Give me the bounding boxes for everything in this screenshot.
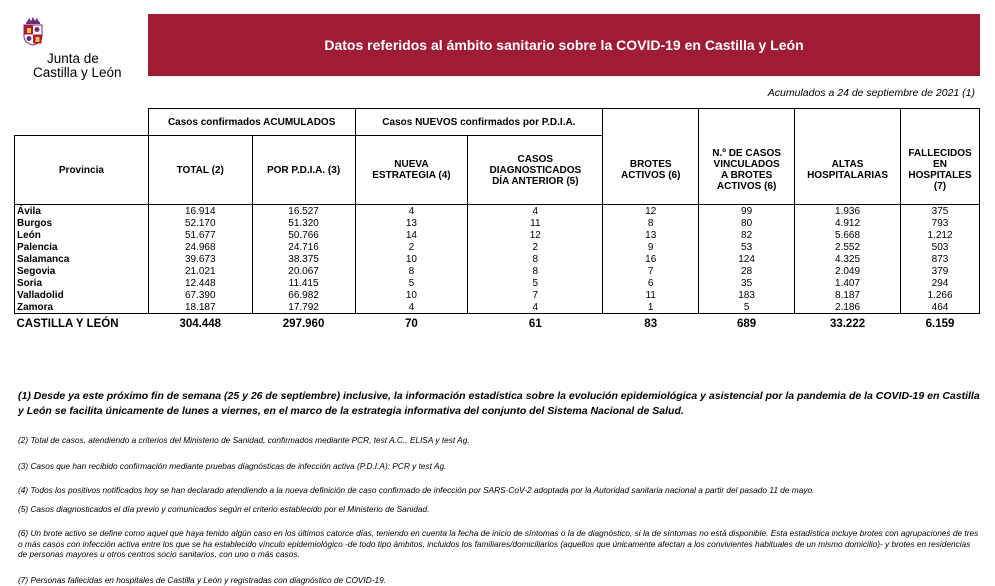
footnotes — [18, 389, 980, 585]
title-banner — [148, 14, 980, 76]
total-cell-altas: 33.222 — [829, 317, 866, 330]
cell-brotes: 9 — [603, 241, 699, 253]
cell-brotes: 16 — [603, 253, 699, 265]
cell-altas: 2.552 — [795, 241, 901, 253]
cell-provincia: Salamanca — [15, 253, 149, 265]
total-cell-fallecidos: 6.159 — [925, 317, 955, 330]
table-row — [15, 277, 980, 289]
cell-fallecidos: 1.212 — [901, 229, 980, 241]
cell-altas: 5.668 — [795, 229, 901, 241]
header-diag-line-2: DIAGNOSTICADOS — [489, 164, 582, 176]
header-brotes-line-2: ACTIVOS (6) — [620, 169, 681, 181]
cell-total: 52.170 — [148, 217, 252, 229]
cell-vinculados: 124 — [699, 253, 795, 265]
cell-fallecidos: 873 — [901, 253, 980, 265]
table-row — [15, 253, 980, 265]
cell-pdia: 38.375 — [252, 253, 355, 265]
cell-pdia: 16.527 — [252, 205, 355, 218]
province-rows — [15, 205, 980, 314]
cell-provincia: Burgos — [15, 217, 149, 229]
cell-pdia: 20.067 — [252, 265, 355, 277]
cell-nueva-estrategia: 10 — [355, 253, 468, 265]
cell-fallecidos: 464 — [901, 301, 980, 314]
cell-vinculados: 5 — [699, 301, 795, 314]
footnote-5: (5) Casos diagnosticados el día previo y comunicados según el criterio establecido por el Ministerio de Sanidad. — [18, 504, 430, 514]
cell-altas: 2.049 — [795, 265, 901, 277]
header-altas-line-2: HOSPITALARIAS — [807, 169, 888, 181]
cell-vinculados: 80 — [699, 217, 795, 229]
header-brotes-line-1: BROTES — [629, 158, 672, 170]
header-nueva-line-2: ESTRATEGIA (4) — [372, 170, 451, 181]
brand-line-2: Castilla y León — [33, 65, 122, 80]
cell-nueva-estrategia: 10 — [355, 289, 468, 301]
cell-altas: 4.325 — [795, 253, 901, 265]
header-brotes-top — [603, 109, 699, 136]
header-vinculados — [699, 136, 795, 205]
header-empty — [15, 109, 149, 136]
cell-provincia: León — [15, 229, 149, 241]
cell-nueva-estrategia: 5 — [355, 277, 468, 289]
cell-diagnosticados: 2 — [468, 241, 603, 253]
header-vinculados-top — [699, 109, 795, 136]
header-altas-line-1: ALTAS — [831, 158, 864, 170]
cell-total: 24.968 — [148, 241, 252, 253]
table-row — [15, 205, 980, 218]
group-header-nuevos: Casos NUEVOS confirmados por P.D.I.A. — [355, 109, 603, 136]
header-pdia: POR P.D.I.A. (3) — [252, 136, 355, 205]
cell-altas: 8.187 — [795, 289, 901, 301]
cell-diagnosticados: 8 — [468, 253, 603, 265]
cell-pdia: 50.766 — [252, 229, 355, 241]
total-cell-diagnosticados: 61 — [528, 317, 542, 330]
footnote-7: (7) Personas fallecidas en hospitales de Castilla y León y registradas con diagnóstico de COVID-19. — [18, 575, 387, 585]
cell-provincia: Segovia — [15, 265, 149, 277]
cell-brotes: 12 — [603, 205, 699, 218]
cell-altas: 4.912 — [795, 217, 901, 229]
header-vinc-line-2: VINCULADOS — [713, 158, 780, 170]
header-fall-line-4: (7) — [933, 180, 947, 192]
cell-diagnosticados: 8 — [468, 265, 603, 277]
header-nueva-line-1: NUEVA — [394, 159, 429, 170]
cell-provincia: Valladolid — [15, 289, 149, 301]
header-nueva-estrategia — [355, 136, 468, 205]
cell-fallecidos: 503 — [901, 241, 980, 253]
header-vinc-line-3: A BROTES — [720, 169, 773, 181]
junta-logo — [14, 14, 124, 80]
cell-altas: 1.936 — [795, 205, 901, 218]
cell-vinculados: 99 — [699, 205, 795, 218]
table-row — [15, 229, 980, 241]
total-cell-pdia: 297.960 — [282, 317, 325, 330]
page-title: Datos referidos al ámbito sanitario sobre la COVID-19 en Castilla y León — [324, 37, 804, 53]
cell-total: 51.677 — [148, 229, 252, 241]
total-cell-total: 304.448 — [179, 317, 222, 330]
total-cell-provincia: CASTILLA Y LEÓN — [16, 317, 119, 330]
cell-vinculados: 183 — [699, 289, 795, 301]
header-fall-line-2: EN — [933, 158, 947, 170]
cell-brotes: 11 — [603, 289, 699, 301]
cell-diagnosticados: 5 — [468, 277, 603, 289]
header-vinc-line-4: ACTIVOS (6) — [716, 180, 777, 192]
cell-provincia: Soria — [15, 277, 149, 289]
cell-provincia: Palencia — [15, 241, 149, 253]
cell-nueva-estrategia: 4 — [355, 301, 468, 314]
table-row — [15, 217, 980, 229]
cell-nueva-estrategia: 14 — [355, 229, 468, 241]
cell-altas: 2.186 — [795, 301, 901, 314]
accumulated-date-note: Acumulados a 24 de septiembre de 2021 (1) — [767, 87, 975, 99]
cell-vinculados: 35 — [699, 277, 795, 289]
cell-total: 67.390 — [148, 289, 252, 301]
cell-fallecidos: 1.266 — [901, 289, 980, 301]
cell-vinculados: 28 — [699, 265, 795, 277]
cell-pdia: 66.982 — [252, 289, 355, 301]
table-row — [15, 289, 980, 301]
total-cell-vinculados: 689 — [737, 317, 757, 330]
cell-vinculados: 82 — [699, 229, 795, 241]
cell-diagnosticados: 11 — [468, 217, 603, 229]
table-row — [15, 241, 980, 253]
header-altas-top — [795, 109, 901, 136]
footnote-2: (2) Total de casos, atendiendo a criterios del Ministerio de Sanidad, confirmados mediante PCR, test A.C., ELISA y test Ag. — [18, 435, 470, 445]
cell-provincia: Ávila — [15, 205, 149, 218]
coat-of-arms-icon — [22, 16, 44, 46]
total-cell-nueva-estrategia: 70 — [405, 317, 418, 330]
cell-pdia: 24.716 — [252, 241, 355, 253]
covid-data-table — [14, 108, 980, 333]
cell-vinculados: 53 — [699, 241, 795, 253]
footnote-6: (6) Un brote activo se define como aquel que haya tenido algún caso en los últimos catorce días, teniendo en cuenta la fecha de inicio de síntomas o la de diagnóstico, si la de síntomas no está disponible. Esta estadística incluye brotes con agrupaciones de tres o más casos con infección activa entre los que se ha establecido vínculo epidemiológico -de todo tipo ámbitos, incluidos los familiares/domiciliarios (aquellos que únicamente afectan a los convivientes habituales de un mismo domicilio)- y brotes en residencias de personas mayores u otros centros socio sanitarios, con uno o más casos. — [18, 528, 979, 559]
footnote-1: (1) Desde ya este próximo fin de semana (25 y 26 de septiembre) inclusive, la información estadística sobre la evolución epidemiológica y asistencial por la pandemia de la COVID-19 en Castilla y León se facilita únicamente de lunes a viernes, en el marco de la estrategia informativa del conjunto del Sistema Nacional de Salud. — [18, 390, 980, 417]
header-diag-line-1: CASOS — [517, 153, 554, 165]
cell-pdia: 51.320 — [252, 217, 355, 229]
cell-fallecidos: 375 — [901, 205, 980, 218]
cell-altas: 1.407 — [795, 277, 901, 289]
group-header-acumulados: Casos confirmados ACUMULADOS — [148, 109, 355, 136]
table-row — [15, 301, 980, 314]
cell-nueva-estrategia: 2 — [355, 241, 468, 253]
brand-line-1: Junta de — [47, 51, 99, 66]
cell-nueva-estrategia: 13 — [355, 217, 468, 229]
table-row — [15, 265, 980, 277]
cell-total: 21.021 — [148, 265, 252, 277]
header-diagnosticados — [468, 136, 603, 205]
cell-pdia: 17.792 — [252, 301, 355, 314]
cell-pdia: 11.415 — [252, 277, 355, 289]
cell-fallecidos: 379 — [901, 265, 980, 277]
cell-total: 18.187 — [148, 301, 252, 314]
footnote-3: (3) Casos que han recibido confirmación mediante pruebas diagnósticas de infección activa (P.D.I.A): PCR y test Ag. — [18, 461, 447, 471]
header-brotes — [603, 136, 699, 205]
header-fallecidos — [901, 136, 980, 205]
cell-total: 12.448 — [148, 277, 252, 289]
cell-fallecidos: 294 — [901, 277, 980, 289]
cell-brotes: 13 — [603, 229, 699, 241]
cell-brotes: 1 — [603, 301, 699, 314]
header-altas — [795, 136, 901, 205]
header-total: TOTAL (2) — [148, 136, 252, 205]
cell-diagnosticados: 4 — [468, 205, 603, 218]
cell-diagnosticados: 4 — [468, 301, 603, 314]
cell-brotes: 7 — [603, 265, 699, 277]
cell-brotes: 6 — [603, 277, 699, 289]
cell-nueva-estrategia: 8 — [355, 265, 468, 277]
cell-fallecidos: 793 — [901, 217, 980, 229]
cell-nueva-estrategia: 4 — [355, 205, 468, 218]
cell-total: 16.914 — [148, 205, 252, 218]
cell-brotes: 8 — [603, 217, 699, 229]
header-provincia: Provincia — [15, 136, 149, 205]
header-diag-line-3: DÍA ANTERIOR (5) — [492, 175, 579, 187]
header-fallecidos-top — [901, 109, 980, 136]
header-vinc-line-1: N.º DE CASOS — [712, 147, 781, 159]
cell-diagnosticados: 7 — [468, 289, 603, 301]
header-fall-line-3: HOSPITALES — [908, 169, 972, 181]
footnote-4: (4) Todos los positivos notificados hoy se han declarado atendiendo a la nueva definición de caso confirmado de infección por SARS-CoV-2 adoptada por la Autoridad sanitaria nacional a partir del pasado 11 de mayo. — [18, 485, 815, 495]
cell-diagnosticados: 12 — [468, 229, 603, 241]
cell-total: 39.673 — [148, 253, 252, 265]
header-fall-line-1: FALLECIDOS — [908, 147, 972, 159]
total-cell-brotes: 83 — [644, 317, 658, 330]
total-row — [15, 314, 980, 334]
cell-provincia: Zamora — [15, 301, 149, 314]
